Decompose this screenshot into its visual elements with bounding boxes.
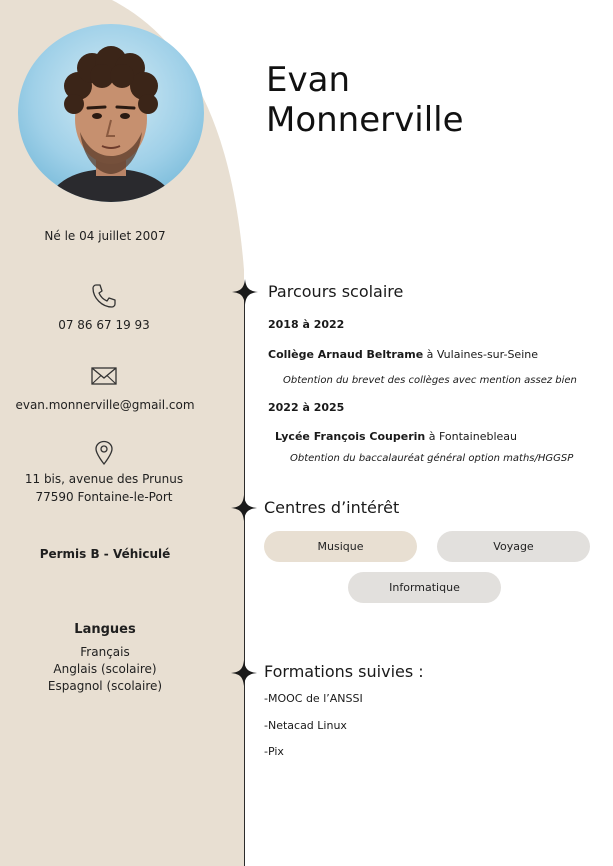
language-item: Français — [80, 645, 130, 659]
four-point-star-icon — [229, 658, 259, 688]
education-connector: à — [425, 430, 439, 443]
education-school-line — [275, 430, 517, 443]
interest-pill-voyage: Voyage — [437, 531, 590, 562]
timeline-line — [244, 290, 245, 866]
education-detail: Obtention du brevet des collèges avec mention assez bien — [283, 375, 577, 386]
driving-license: Permis B - Véhiculé — [39, 547, 171, 561]
envelope-icon — [90, 364, 118, 388]
education-place: Vulaines-sur-Seine — [436, 348, 538, 361]
section-title-interets: Centres d’intérêt — [264, 498, 400, 517]
last-name: Monnerville — [266, 100, 464, 140]
education-connector: à — [423, 348, 437, 361]
interest-pill-informatique: Informatique — [348, 572, 501, 603]
section-title-formations: Formations suivies : — [264, 662, 424, 681]
education-school: Lycée François Couperin — [275, 430, 426, 443]
four-point-star-icon — [230, 277, 260, 307]
location-pin-icon — [93, 440, 115, 466]
first-name: Evan — [266, 60, 350, 100]
languages-title: Langues — [74, 622, 136, 637]
birth-date: Né le 04 juillet 2007 — [44, 229, 166, 243]
education-place: Fontainebleau — [438, 430, 517, 443]
education-detail: Obtention du baccalauréat général option maths/HGGSP — [290, 453, 574, 464]
phone-icon — [90, 282, 118, 310]
formation-item: -MOOC de l’ANSSI — [264, 692, 363, 705]
formation-item: -Netacad Linux — [264, 719, 347, 732]
section-title-parcours: Parcours scolaire — [268, 282, 404, 301]
education-school: Collège Arnaud Beltrame — [268, 348, 424, 361]
interest-pill-musique: Musique — [264, 531, 417, 562]
address-line-2: 77590 Fontaine-le-Port — [35, 490, 173, 504]
full-name — [266, 60, 464, 140]
four-point-star-icon — [229, 493, 259, 523]
phone-number[interactable]: 07 86 67 19 93 — [58, 318, 150, 332]
email-address[interactable]: evan.monnerville@gmail.com — [15, 398, 195, 412]
profile-photo — [18, 24, 204, 202]
formation-item: -Pix — [264, 745, 284, 758]
education-years: 2022 à 2025 — [268, 401, 345, 414]
education-years: 2018 à 2022 — [268, 318, 345, 331]
language-item: Espagnol (scolaire) — [47, 679, 163, 693]
education-school-line — [268, 348, 538, 361]
address-line-1: 11 bis, avenue des Prunus — [24, 472, 184, 486]
language-item: Anglais (scolaire) — [53, 662, 157, 676]
